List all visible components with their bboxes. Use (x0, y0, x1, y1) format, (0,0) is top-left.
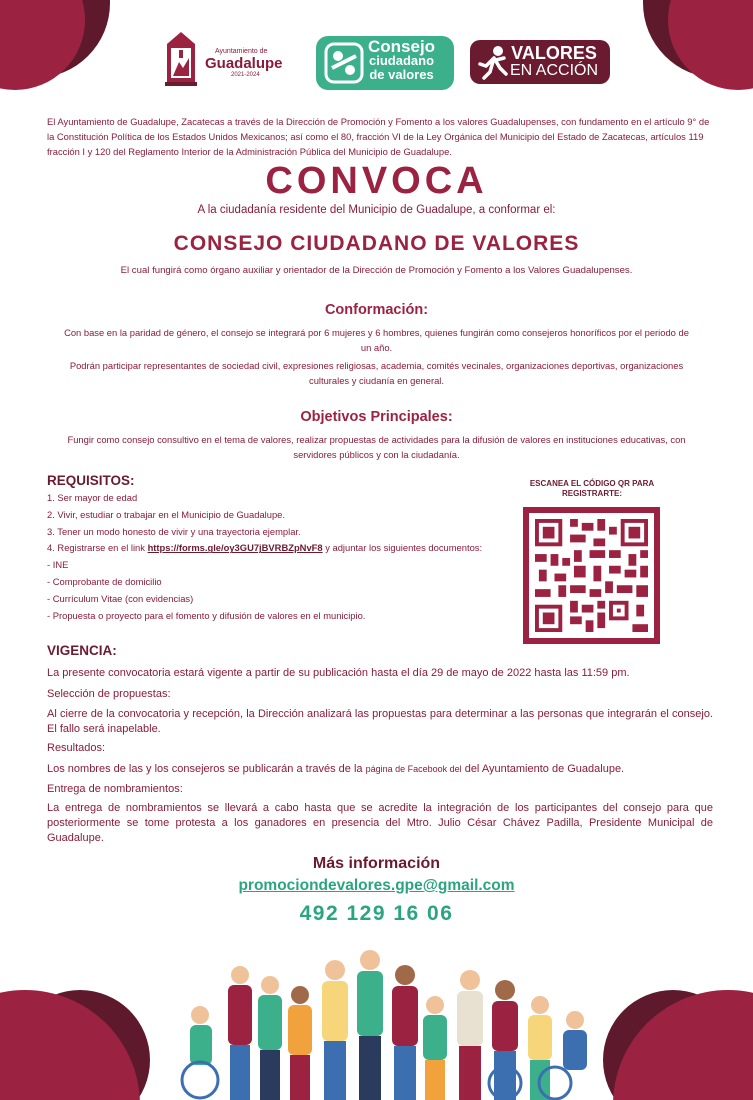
requisito-4-pre: 4. Registrarse en el link (47, 542, 148, 554)
consejo-title: CONSEJO CIUDADANO DE VALORES (173, 232, 580, 255)
qr-code[interactable] (523, 507, 660, 644)
documento-comprobante: - Comprobante de domicilio (47, 576, 162, 588)
consejo-logo-line2: ciudadano (369, 53, 435, 68)
mas-informacion-title: Más información (312, 855, 441, 872)
guadalupe-logo-big: Guadalupe (205, 55, 283, 72)
guadalupe-logo-small: Ayuntamiento de (215, 48, 268, 55)
conformacion-paragraph-1: Con base en la paridad de género, el consejo se integrará por 6 mujeres y 6 hombres, quienes fungirán como consejeros honoríficos por el periodo de un año. (64, 327, 689, 353)
valores-logo (470, 40, 610, 84)
guadalupe-wordmark (205, 48, 305, 78)
valores-wordmark (510, 44, 598, 80)
resultados-paragraph (47, 762, 713, 777)
guadalupe-logo-years: 2021-2024 (231, 72, 260, 78)
qr-label: ESCANEA EL CÓDIGO QR PARA REGISTRARTE: (529, 479, 655, 498)
documento-ine: - INE (47, 559, 69, 571)
consejo-logo-line1: Consejo (368, 37, 436, 56)
consejo-wordmark (368, 37, 436, 82)
requisitos-title: REQUISITOS: (47, 473, 135, 488)
convoca-subtitle: A la ciudadanía residente del Municipio de Guadalupe, a conformar el: (197, 204, 556, 216)
seleccion-paragraph: Al cierre de la convocatoria y recepción, la Dirección analizará las propuestas para determinar a las personas que integrarán el consejo. El fallo será inapelable. (47, 708, 713, 735)
conformacion-title: Conformación: (324, 302, 429, 318)
vigencia-paragraph: La presente convocatoria estará vigente a partir de su publicación hasta el día 29 de mayo de 2022 hasta las 11:59 pm. (47, 667, 630, 679)
documento-propuesta: - Propuesta o proyecto para el fomento y difusión de valores en el municipio. (47, 609, 366, 621)
convoca-title: CONVOCA (265, 160, 488, 202)
valores-logo-line2: EN ACCIÓN (510, 62, 599, 79)
requisito-2: 2. Vivir, estudiar o trabajar en el Municipio de Guadalupe. (47, 508, 285, 520)
guadalupe-logo (163, 28, 303, 92)
contact-phone: 492 129 16 06 (299, 902, 454, 925)
vigencia-title: VIGENCIA: (47, 643, 117, 658)
documento-curriculum: - Currículum Vitae (con evidencias) (47, 592, 194, 604)
resultados-pre: Los nombres de las y los consejeros se publicarán a través de la (47, 763, 366, 775)
requisito-3: 3. Tener un modo honesto de vivir y una trayectoria ejemplar. (47, 525, 301, 537)
consejo-subtitle: El cual fungirá como órgano auxiliar y orientador de la Dirección de Promoción y Fomento a los Valores Guadalupenses. (120, 265, 633, 276)
registration-link[interactable]: https://forms.gle/oy3GU7jBVRBZpNvF8 (147, 542, 323, 554)
resultados-heading: Resultados: (47, 742, 106, 754)
requisito-4-post: y adjuntar los siguientes documentos: (322, 542, 483, 554)
requisito-1: 1. Ser mayor de edad (47, 492, 138, 503)
consejo-logo (316, 36, 454, 90)
objetivos-title: Objetivos Principales: (300, 409, 453, 425)
requisitos-list (47, 490, 487, 625)
conformacion-paragraph-2: Podrán participar representantes de sociedad civil, expresiones religiosas, academia, comités vecinales, organizaciones deportivas, organizaciones culturales y ciudanía en general. (69, 360, 684, 386)
intro-paragraph: El Ayuntamiento de Guadalupe, Zacatecas a través de la Dirección de Promoción y Fomento a los valores Guadalupenses, con fundamento en el artículo 9° de la Constitución Política de los Estados Unidos Mexicanos; así como el 80, fracción VI de la Ley Orgánica del Municipio del Estado de Zacatecas, artículos 119 fracción I y 120 del Reglamento Interior de la Administración Pública del Municipio de Guadalupe. (47, 116, 710, 157)
valores-logo-line1: VALORES (511, 43, 597, 63)
runner-icon (476, 44, 510, 80)
contact-email-link[interactable]: promociondevalores.gpe@gmail.com (238, 877, 515, 894)
entrega-paragraph: La entrega de nombramientos se llevará a cabo hasta que se acredite la integración de los participantes del consejo para que posteriormente se tome protesta a los ganadores en presencia del Mtro. Julio César Chávez Padilla, Presidente Municipal de Guadalupe. (47, 802, 713, 844)
requisito-4 (47, 540, 487, 557)
resultados-post: del Ayuntamiento de Guadalupe. (461, 763, 625, 775)
consejo-logo-line3: de valores (369, 67, 434, 82)
header-logos (0, 28, 753, 98)
qr-code-icon (535, 519, 648, 632)
guadalupe-shield-icon (163, 30, 199, 88)
resultados-facebook: página de Facebook del (365, 764, 462, 774)
entrega-heading: Entrega de nombramientos: (47, 783, 183, 795)
handshake-icon (324, 42, 364, 84)
seleccion-heading: Selección de propuestas: (47, 688, 171, 700)
crowd-illustration (160, 935, 600, 1100)
objetivos-paragraph: Fungir como consejo consultivo en el tema de valores, realizar propuestas de actividades para la difusión de valores en instituciones educativas, con servidores públicos y con la ciudadanía. (67, 434, 686, 460)
